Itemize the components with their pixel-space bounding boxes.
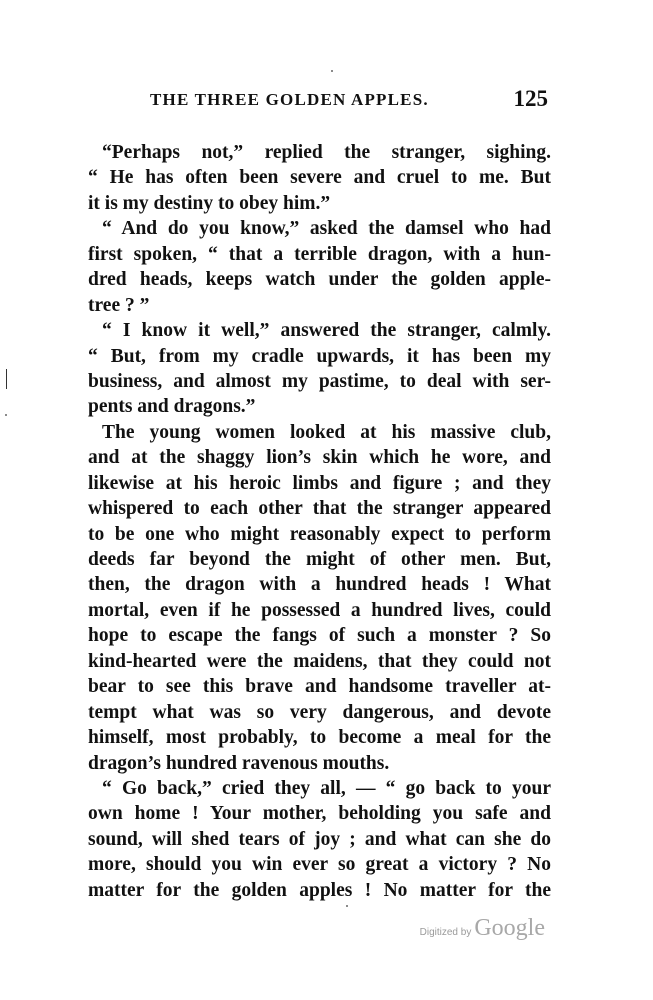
running-head: THE THREE GOLDEN APPLES.: [150, 90, 429, 109]
text-line: “ He has often been severe and cruel to me. But: [88, 167, 551, 189]
text-line: first spoken, “ that a terrible dragon, with a hun-: [88, 243, 551, 265]
text-line: tempt what was so very dangerous, and devote: [88, 701, 551, 723]
text-line: business, and almost my pastime, to deal with ser-: [88, 370, 551, 392]
text-line: tree ? ”: [88, 294, 150, 316]
text-line: deeds far beyond the might of other men. But,: [88, 549, 551, 570]
text-line: matter for the golden apples ! No matter for the: [88, 879, 551, 901]
text-line: sound, will shed tears of joy ; and what can she do: [88, 828, 551, 850]
scan-speck: [346, 905, 348, 907]
text-line: likewise at his heroic limbs and figure ; and they: [88, 472, 551, 494]
text-line: kind-hearted were the maidens, that they could not: [88, 650, 551, 672]
scan-speck: [5, 414, 7, 416]
text-line: “ But, from my cradle upwards, it has been my: [88, 345, 551, 367]
text-line: “ And do you know,” asked the damsel who had: [102, 218, 551, 240]
text-line: it is my destiny to obey him.”: [88, 192, 331, 214]
text-line: dred heads, keeps watch under the golden apple-: [88, 269, 551, 291]
text-line: then, the dragon with a hundred heads ! What: [88, 574, 551, 596]
text-line: pents and dragons.”: [88, 396, 256, 418]
text-line: “Perhaps not,” replied the stranger, sighing.: [102, 142, 551, 163]
text-line: bear to see this brave and handsome traveller at-: [88, 676, 551, 698]
scan-speck: [331, 70, 333, 72]
digitized-by-google-watermark: [420, 915, 545, 942]
body-text: [88, 140, 551, 903]
text-line: more, should you win ever so great a victory ? No: [88, 854, 551, 876]
watermark-prefix: Digitized by: [419, 927, 472, 938]
text-line: hope to escape the fangs of such a monster ? So: [88, 625, 551, 647]
text-line: to be one who might reasonably expect to perform: [88, 523, 551, 545]
page-number: 125: [513, 86, 548, 111]
text-line: whispered to each other that the stranger appeared: [88, 498, 551, 520]
margin-mark: [6, 369, 7, 389]
page-header: [100, 86, 548, 120]
google-logo: Google: [474, 915, 545, 941]
text-line: himself, most probably, to become a meal for the: [88, 727, 551, 749]
text-line: own home ! Your mother, beholding you safe and: [88, 803, 551, 825]
text-line: dragon’s hundred ravenous mouths.: [88, 752, 390, 774]
text-line: and at the shaggy lion’s skin which he wore, and: [88, 447, 551, 469]
text-line: The young women looked at his massive club,: [102, 421, 551, 443]
text-line: “ Go back,” cried they all, — “ go back to your: [102, 777, 551, 799]
text-line: mortal, even if he possessed a hundred lives, could: [88, 599, 551, 621]
text-line: “ I know it well,” answered the stranger, calmly.: [102, 320, 551, 342]
